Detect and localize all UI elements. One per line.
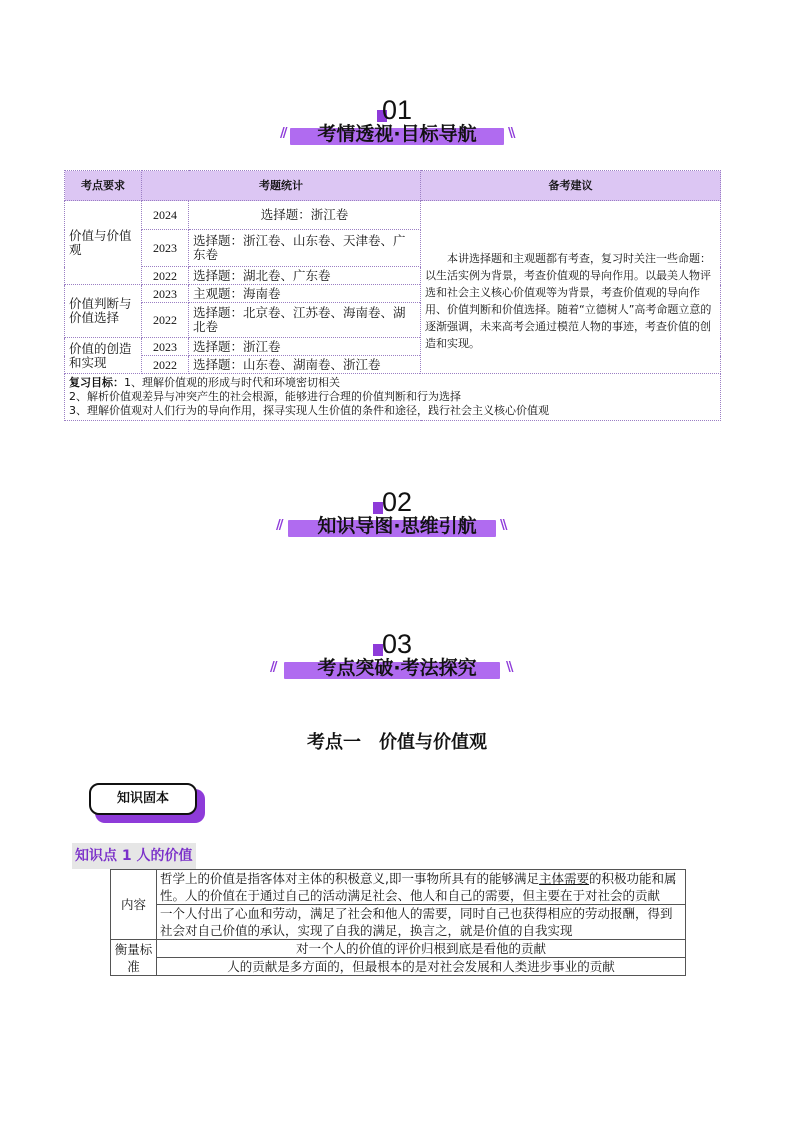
header-stats: 考题统计 — [142, 171, 421, 201]
content-cell: 一个人付出了心血和劳动，满足了社会和他人的需要，同时自己也获得相应的劳动报酬，得到社会对自己价值的承认，实现了自我的满足，换言之，就是价值的自我实现 — [157, 905, 686, 940]
stats-cell: 选择题：浙江卷 — [189, 201, 421, 230]
topic-cell: 价值判断与价值选择 — [65, 285, 142, 338]
topic-cell: 价值的创造和实现 — [65, 338, 142, 374]
stats-cell: 选择题：北京卷、江苏卷、海南卷、湖北卷 — [189, 303, 421, 338]
topic-cell: 价值与价值观 — [65, 201, 142, 285]
underlined-term: 主体需要 — [538, 871, 589, 886]
year-cell: 2022 — [142, 267, 189, 285]
kaodian-title: 考点一 价值与价值观 — [307, 732, 487, 753]
section-number: 03 — [0, 630, 794, 658]
section-title: 考点突破·考法探究 — [317, 657, 477, 679]
header-advice: 备考建议 — [421, 171, 721, 201]
section-title: 知识导图·思维引航 — [317, 515, 477, 537]
review-goals-cell — [65, 374, 721, 421]
year-cell: 2023 — [142, 230, 189, 267]
person-value-table — [110, 869, 686, 976]
exam-stats-table — [64, 170, 721, 421]
section-header-03 — [0, 630, 794, 700]
knowledge-badge — [89, 783, 209, 827]
stats-cell: 选择题：山东卷、湖南卷、浙江卷 — [189, 356, 421, 374]
measure-cell: 人的贡献是多方面的，但最根本的是对社会发展和人类进步事业的贡献 — [157, 958, 686, 976]
section-number: 02 — [0, 488, 794, 516]
stats-cell: 选择题：浙江卷 — [189, 338, 421, 356]
section-number: 01 — [0, 96, 794, 124]
year-cell: 2022 — [142, 303, 189, 338]
stats-cell: 主观题：海南卷 — [189, 285, 421, 303]
section-header-02 — [0, 488, 794, 558]
slash-decor-icon: // — [276, 518, 282, 533]
advice-cell: 本讲选择题和主观题都有考查，复习时关注一些命题：以生活实例为背景，考查价值观的导向作用。以最美人物评选和社会主义核心价值观等为背景，考查价值观的导向作用、价值判断和价值选择。随着“立德树人”高考命题立意的逐渐强调，未来高考会通过模范人物的事迹，考查价值的创造和实现。 — [421, 230, 721, 374]
backslash-decor-icon: \\ — [500, 518, 506, 533]
backslash-decor-icon: \\ — [506, 660, 512, 675]
measure-label: 衡量标准 — [111, 940, 157, 976]
advice-blank-cell — [421, 201, 721, 230]
goal-item: 2、解析价值观差异与冲突产生的社会根源，能够进行合理的价值判断和行为选择 — [69, 390, 461, 403]
section-title: 考情透视·目标导航 — [317, 123, 477, 145]
goal-item: 1、理解价值观的形成与时代和环境密切相关 — [124, 376, 340, 389]
year-cell: 2024 — [142, 201, 189, 230]
section-header-01 — [0, 96, 794, 166]
year-cell: 2023 — [142, 285, 189, 303]
header-requirement: 考点要求 — [65, 171, 142, 201]
slash-decor-icon: // — [280, 126, 286, 141]
slash-decor-icon: // — [270, 660, 276, 675]
year-cell: 2023 — [142, 338, 189, 356]
badge-label: 知识固本 — [89, 783, 197, 815]
goal-item: 3、理解价值观对人们行为的导向作用，探寻实现人生价值的条件和途径，践行社会主义核心价值观 — [69, 404, 549, 417]
goals-label: 复习目标： — [69, 376, 124, 389]
stats-cell: 选择题：浙江卷、山东卷、天津卷、广东卷 — [189, 230, 421, 267]
backslash-decor-icon: \\ — [508, 126, 514, 141]
stats-cell: 选择题：湖北卷、广东卷 — [189, 267, 421, 285]
content-cell: 哲学上的价值是指客体对主体的积极意义,即一事物所具有的能够满足主体需要的积极功能和属性。人的价值在于通过自己的活动满足社会、他人和自己的需要，但主要在于对社会的贡献 — [157, 870, 686, 905]
measure-cell: 对一个人的价值的评价归根到底是看他的贡献 — [157, 940, 686, 958]
content-label: 内容 — [111, 870, 157, 940]
year-cell: 2022 — [142, 356, 189, 374]
knowledge-point-heading: 知识点 1 人的价值 — [72, 843, 196, 869]
